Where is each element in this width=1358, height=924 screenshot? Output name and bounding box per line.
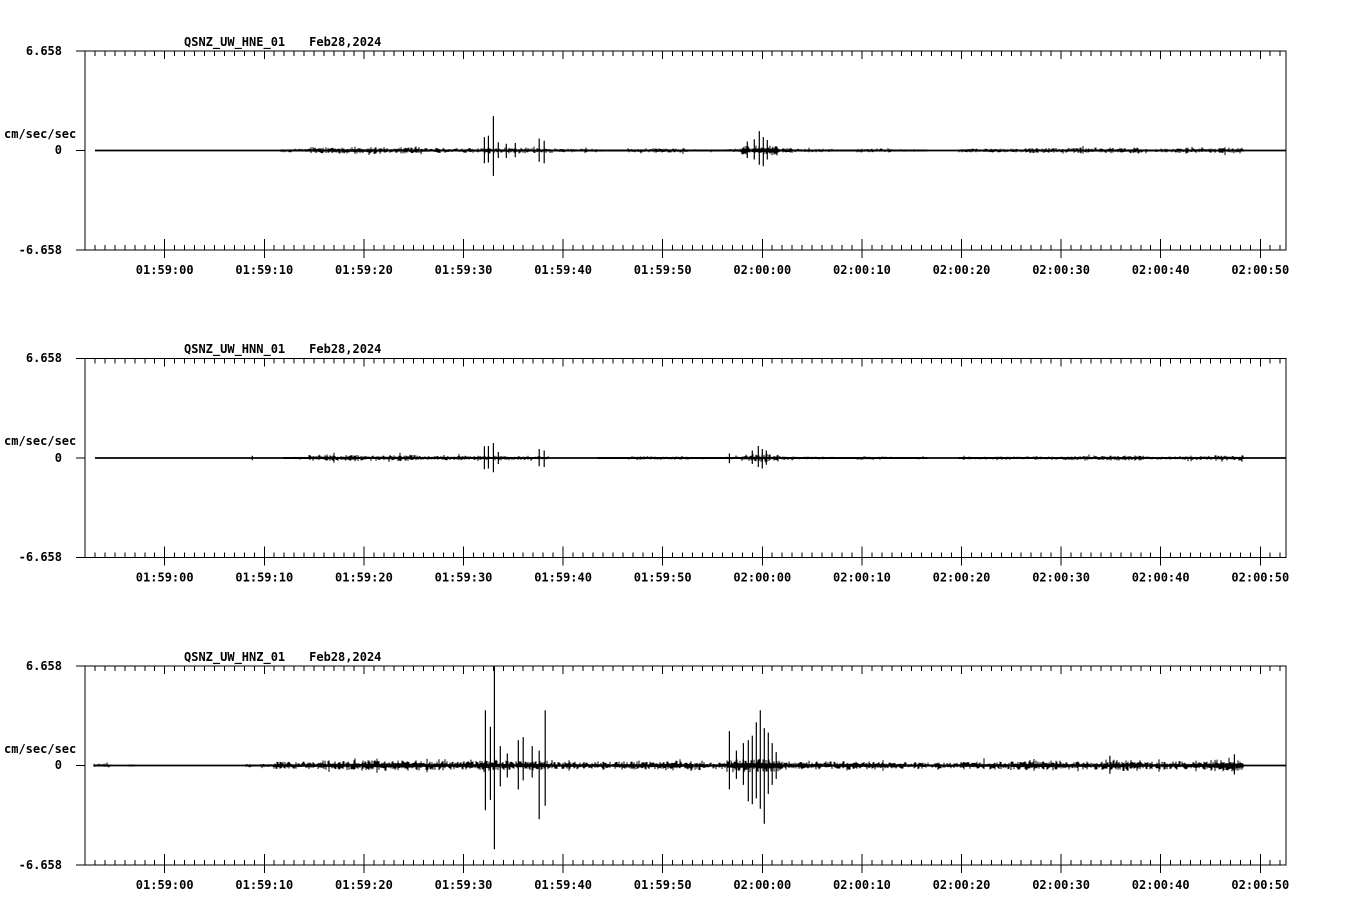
x-axis-major-ticks: [165, 359, 1261, 566]
x-tick-label: 02:00:00: [733, 878, 792, 892]
panel-title-date: Feb28,2024: [309, 35, 382, 49]
y-tick-label-zero: 0: [54, 451, 62, 465]
x-tick-label: 01:59:50: [633, 878, 692, 892]
x-tick-label: 01:59:10: [235, 570, 294, 585]
x-tick-label: 01:59:00: [135, 878, 194, 892]
y-tick-label-min: -6.658: [18, 550, 62, 564]
x-tick-label: 02:00:50: [1231, 263, 1290, 277]
x-tick-label: 02:00:10: [833, 570, 891, 585]
panel-qsnz_uw_hnn_01: [76, 359, 1289, 585]
x-tick-label: 01:59:30: [434, 570, 493, 585]
x-tick-label: 02:00:20: [932, 570, 991, 585]
x-tick-label: 01:59:20: [335, 263, 393, 277]
x-tick-label: 01:59:10: [235, 878, 294, 892]
y-tick-label-zero: 0: [54, 143, 62, 157]
x-tick-label: 01:59:40: [534, 878, 592, 892]
x-tick-label: 02:00:00: [733, 263, 792, 277]
x-tick-label: 01:59:00: [135, 263, 194, 277]
x-tick-label: 01:59:10: [235, 263, 294, 277]
panel-qsnz_uw_hne_01: [76, 51, 1289, 277]
trace-spikes: [485, 667, 1234, 850]
x-tick-label: 01:59:20: [335, 570, 393, 585]
x-axis-major-ticks: [165, 51, 1261, 258]
x-tick-label: 01:59:40: [534, 570, 592, 585]
y-axis-label: cm/sec/sec: [4, 742, 77, 756]
x-tick-label: 02:00:10: [833, 263, 891, 277]
y-axis-ticks: [76, 359, 85, 558]
x-tick-label: 01:59:40: [534, 263, 592, 277]
y-tick-label-max: 6.658: [25, 351, 62, 365]
panel-title-station: QSNZ_UW_HNZ_01: [184, 650, 286, 664]
y-axis-ticks: [76, 666, 85, 865]
x-tick-label: 02:00:10: [833, 878, 891, 892]
x-tick-label: 02:00:00: [733, 570, 792, 585]
trace-spikes: [484, 116, 767, 176]
y-axis-ticks: [76, 51, 85, 250]
x-tick-label: 02:00:40: [1131, 570, 1190, 585]
x-tick-label: 02:00:50: [1231, 878, 1290, 892]
x-tick-label: 01:59:50: [633, 263, 692, 277]
y-tick-label-max: 6.658: [25, 44, 62, 58]
x-tick-label: 01:59:30: [434, 878, 493, 892]
y-tick-label-min: -6.658: [18, 858, 62, 872]
x-tick-label: 02:00:30: [1032, 878, 1090, 892]
panel-title: [184, 341, 381, 357]
panel-title: [184, 649, 381, 665]
x-tick-label: 01:59:00: [135, 570, 194, 585]
panel-title: [184, 34, 381, 50]
y-tick-label-min: -6.658: [18, 243, 62, 257]
y-axis-label: cm/sec/sec: [4, 127, 77, 141]
panel-qsnz_uw_hnz_01: [76, 666, 1289, 892]
y-tick-label-zero: 0: [54, 758, 62, 772]
x-tick-label: 02:00:50: [1231, 570, 1290, 585]
trace-noise: [281, 146, 1243, 156]
x-tick-label: 01:59:20: [335, 878, 393, 892]
x-tick-label: 02:00:20: [932, 878, 991, 892]
x-tick-label: 02:00:40: [1131, 263, 1190, 277]
x-tick-label: 02:00:40: [1131, 878, 1190, 892]
panel-title-date: Feb28,2024: [309, 342, 382, 356]
trace-noise: [94, 758, 1243, 773]
trace-noise: [284, 453, 1243, 463]
x-tick-label: 02:00:20: [932, 263, 991, 277]
panel-title-station: QSNZ_UW_HNN_01: [184, 342, 286, 356]
panel-title-date: Feb28,2024: [309, 650, 382, 664]
x-tick-label: 02:00:30: [1032, 263, 1090, 277]
x-tick-label: 01:59:30: [434, 263, 493, 277]
y-tick-label-max: 6.658: [25, 659, 62, 673]
panel-title-station: QSNZ_UW_HNE_01: [184, 35, 286, 49]
x-tick-label: 01:59:50: [633, 570, 692, 585]
y-axis-label: cm/sec/sec: [4, 434, 77, 448]
x-tick-label: 02:00:30: [1032, 570, 1090, 585]
